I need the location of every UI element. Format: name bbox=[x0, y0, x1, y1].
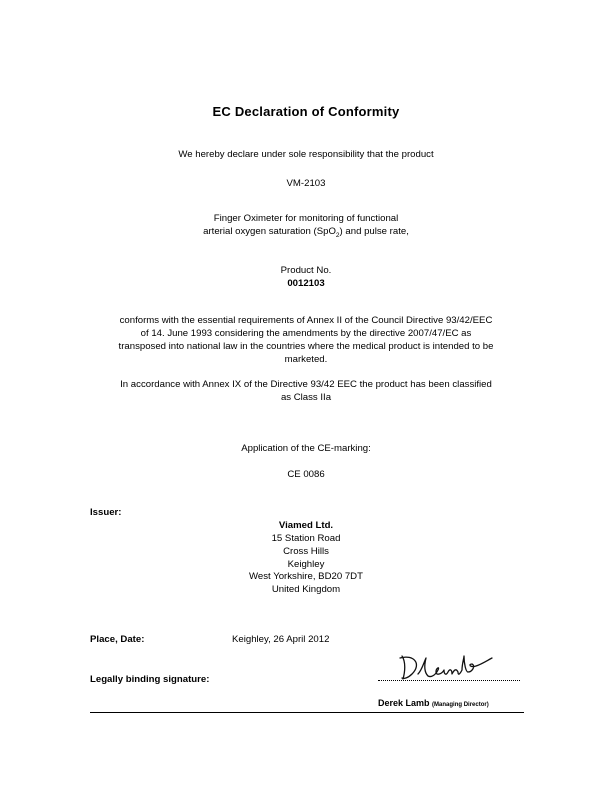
ce-mark: CE 0086 bbox=[287, 469, 325, 480]
product-description-line2 bbox=[80, 226, 532, 243]
conformity-line4: marketed. bbox=[284, 354, 328, 365]
conformity-line3: transposed into national law in the countries where the medical product is intended to be bbox=[118, 341, 494, 352]
issuer-address-line3: Keighley bbox=[287, 559, 325, 570]
product-description-line1: Finger Oximeter for monitoring of functional bbox=[213, 213, 399, 224]
issuer-label: Issuer: bbox=[90, 507, 122, 518]
product-no-value: 0012103 bbox=[287, 278, 325, 289]
conformity-line2: of 14. June 1993 considering the amendments by the directive 2007/47/EC as bbox=[140, 328, 472, 339]
place-date-label: Place, Date: bbox=[90, 634, 145, 645]
classification-line1: In accordance with Annex IX of the Directive 93/42 EEC the product has been classified bbox=[120, 379, 492, 390]
document-title: EC Declaration of Conformity bbox=[212, 104, 400, 119]
ce-application-text: Application of the CE-marking: bbox=[241, 443, 371, 454]
issuer-address-line4: West Yorkshire, BD20 7DT bbox=[249, 571, 363, 582]
issuer-address-line5: United Kingdom bbox=[271, 584, 341, 595]
description-line2-post: ) and pulse rate, bbox=[339, 226, 409, 237]
signer-name: Derek Lamb bbox=[378, 698, 430, 708]
signature-label: Legally binding signature: bbox=[90, 674, 210, 685]
issuer-address-line1: 15 Station Road bbox=[271, 533, 341, 544]
signature-line bbox=[378, 680, 520, 681]
signer bbox=[378, 698, 489, 708]
product-no-label: Product No. bbox=[280, 265, 332, 276]
signer-role: (Managing Director) bbox=[432, 702, 489, 708]
product-model: VM-2103 bbox=[286, 178, 326, 189]
description-line2-sub: 2 bbox=[335, 231, 340, 239]
intro-text: We hereby declare under sole responsibility that the product bbox=[178, 149, 434, 160]
issuer-company: Viamed Ltd. bbox=[278, 520, 334, 531]
classification-line2: as Class IIa bbox=[280, 392, 332, 403]
bottom-rule bbox=[90, 712, 524, 713]
issuer-address-line2: Cross Hills bbox=[283, 546, 329, 557]
place-date-value: Keighley, 26 April 2012 bbox=[232, 634, 330, 645]
handwritten-signature bbox=[396, 652, 496, 682]
conformity-line1: conforms with the essential requirements of Annex II of the Council Directive 93/42/EEC bbox=[119, 315, 493, 326]
description-line2-pre: arterial oxygen saturation (SpO bbox=[203, 226, 336, 237]
